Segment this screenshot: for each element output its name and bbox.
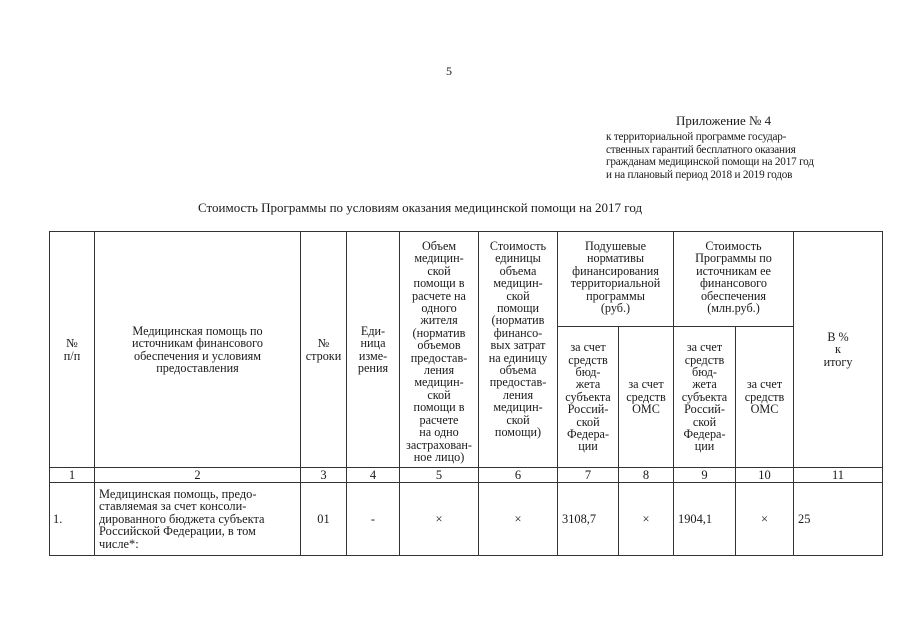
header-cell-program-cost-group: Стоимость Программы по источникам ее финансового обеспечения (млн.руб.) — [674, 232, 794, 327]
row-budget-total: 1904,1 — [674, 483, 736, 556]
column-number: 9 — [674, 468, 736, 483]
cost-table — [49, 231, 883, 556]
header-cell-per-capita-group: Подушевые нормативы финансирования территориальной программы (руб.) — [558, 232, 674, 327]
header-cell-num: № п/п — [50, 232, 95, 468]
column-number: 2 — [95, 468, 301, 483]
row-volume: × — [400, 483, 479, 556]
row-number: 1. — [50, 483, 95, 556]
row-oms-total: × — [736, 483, 794, 556]
column-number: 5 — [400, 468, 479, 483]
column-number: 8 — [619, 468, 674, 483]
header-cell-line-number: № строки — [301, 232, 347, 468]
column-number: 10 — [736, 468, 794, 483]
header-cell-oms-per-capita: за счет средств ОМС — [619, 327, 674, 468]
header-cell-unit: Еди- ница изме- рения — [347, 232, 400, 468]
appendix-line: к территориальной программе государ- — [606, 131, 787, 143]
row-unit: - — [347, 483, 400, 556]
row-line-number: 01 — [301, 483, 347, 556]
appendix-line: и на плановый период 2018 и 2019 годов — [606, 168, 793, 181]
appendix-line: ственных гарантий бесплатного оказания — [606, 143, 796, 156]
header-cell-unit-cost: Стоимость единицы объема медицин- ской помощи (норматив финансо- вых затрат на единицу объема предостав- ления медицин- ской помощи) — [479, 232, 558, 468]
column-number: 3 — [301, 468, 347, 483]
row-percent: 25 — [794, 483, 883, 556]
row-care-type: Медицинская помощь, предо- ставляемая за счет консоли- дированного бюджета субъекта Российской Федерации, в том числе*: — [95, 483, 301, 556]
header-cell-volume: Объем медицин- ской помощи в расчете на одного жителя (норматив объемов предостав- ления медицин- ской помощи в расчете на одно застрахован- ное лицо) — [400, 232, 479, 468]
column-number: 4 — [347, 468, 400, 483]
column-number: 11 — [794, 468, 883, 483]
column-number: 7 — [558, 468, 619, 483]
appendix-line: гражданам медицинской помощи на 2017 год — [606, 156, 814, 168]
column-number: 6 — [479, 468, 558, 483]
page-number: 5 — [446, 64, 452, 78]
row-oms-per-capita: × — [619, 483, 674, 556]
header-cell-budget-per-capita: за счет средств бюд- жета субъекта Россий- ской Федера- ции — [558, 327, 619, 468]
header-cell-care-type: Медицинская помощь по источникам финансового обеспечения и условиям предоставления — [95, 232, 301, 468]
appendix-title: Приложение № 4 — [676, 113, 772, 128]
header-row — [50, 232, 883, 327]
row-budget-per-capita: 3108,7 — [558, 483, 619, 556]
row-unit-cost: × — [479, 483, 558, 556]
column-number-row — [50, 468, 883, 483]
table-title: Стоимость Программы по условиям оказания медицинской помощи на 2017 год — [198, 200, 643, 215]
column-number: 1 — [50, 468, 95, 483]
header-cell-budget-total: за счет средств бюд- жета субъекта Россий- ской Федера- ции — [674, 327, 736, 468]
table-row — [50, 483, 883, 556]
header-cell-oms-total: за счет средств ОМС — [736, 327, 794, 468]
header-cell-percent: В % к итогу — [794, 232, 883, 468]
appendix-subtitle — [606, 131, 886, 181]
